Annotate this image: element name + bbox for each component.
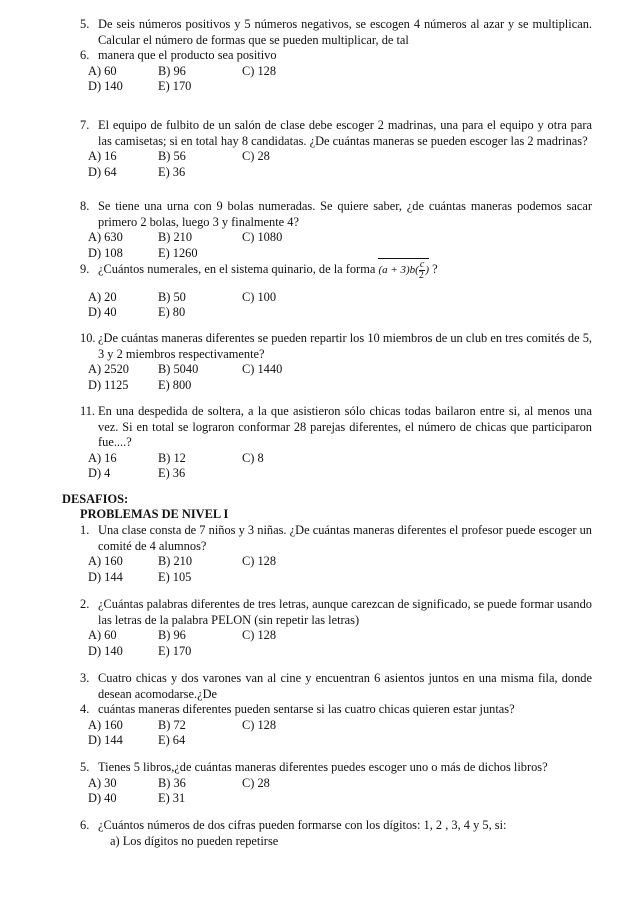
question-number: 4. xyxy=(80,702,90,716)
problem-1 xyxy=(80,523,592,585)
question-number: 7. xyxy=(80,118,90,132)
problem-2 xyxy=(80,597,592,659)
section-heading-desafios: DESAFIOS: xyxy=(62,492,129,506)
option-e: E) 170 xyxy=(158,643,192,658)
question-number: 11. xyxy=(80,404,96,418)
question-9 xyxy=(80,258,592,321)
answer-options xyxy=(88,149,592,180)
option-c: C) 28 xyxy=(242,775,270,790)
question-7 xyxy=(80,118,592,180)
question-6 xyxy=(80,48,592,95)
option-a: A) 2520 xyxy=(88,362,129,376)
answer-options xyxy=(88,718,592,749)
option-e: E) 800 xyxy=(158,377,192,392)
option-c: C) 8 xyxy=(242,450,264,465)
option-d: D) 40 xyxy=(88,305,117,320)
question-text: ¿Cuántas palabras diferentes de tres letras, aunque carezcan de significado, se puede formar usando las letras de la palabra PELON (sin repetir las letras) xyxy=(98,597,592,627)
question-number: 2. xyxy=(80,597,90,611)
section-heading-nivel: PROBLEMAS DE NIVEL I xyxy=(80,507,229,521)
numeral-formula xyxy=(378,258,429,281)
question-number: 9. xyxy=(80,262,90,276)
option-b: B) 5040 xyxy=(158,362,199,376)
option-a: A) 60 xyxy=(88,628,117,642)
option-b: B) 56 xyxy=(158,149,186,163)
option-d: D) 144 xyxy=(88,569,123,584)
option-c: C) 100 xyxy=(242,289,277,304)
option-c: C) 128 xyxy=(242,63,277,78)
option-a: A) 16 xyxy=(88,149,117,163)
question-8 xyxy=(80,199,592,261)
option-a: A) 630 xyxy=(88,230,123,244)
option-e: E) 105 xyxy=(158,569,192,584)
option-a: A) 16 xyxy=(88,450,117,465)
option-c: C) 28 xyxy=(242,149,270,163)
question-10 xyxy=(80,331,592,393)
option-a: A) 20 xyxy=(88,289,117,304)
answer-options xyxy=(88,230,592,261)
formula-right: ) xyxy=(425,264,429,276)
option-b: B) 12 xyxy=(158,450,186,465)
question-5 xyxy=(80,17,592,48)
option-a: A) 60 xyxy=(88,63,117,78)
question-number: 5. xyxy=(80,17,90,31)
option-b: B) 50 xyxy=(158,289,186,304)
question-text: En una despedida de soltera, a la que asistieron sólo chicas todas bailaron entre si, al menos una vez. Si en total se lograron conformar 28 parejas diferentes, el número de chicas que participaron fue....? xyxy=(98,404,592,449)
answer-options xyxy=(88,64,592,95)
question-text: Una clase consta de 7 niños y 3 niñas. ¿De cuántas maneras diferentes el profesor puede escoger un comité de 4 alumnos? xyxy=(98,523,592,553)
sub-item-a: a) Los dígitos no pueden repetirse xyxy=(110,833,279,848)
option-e: E) 36 xyxy=(158,164,186,179)
question-number: 6. xyxy=(80,48,90,62)
option-e: E) 36 xyxy=(158,466,186,480)
option-a: A) 160 xyxy=(88,554,123,568)
question-text: El equipo de fulbito de un salón de clase debe escoger 2 madrinas, una para el equipo y otra para las camisetas; si en total hay 8 candidatas. ¿De cuántas maneras se pueden escoger las 2 madrinas? xyxy=(98,118,592,148)
question-text: ¿Cuántos números de dos cifras pueden formarse con los dígitos: 1, 2 , 3, 4 y 5, si: xyxy=(98,818,507,832)
answer-options xyxy=(88,362,592,393)
option-b: B) 72 xyxy=(158,717,186,732)
option-d: D) 140 xyxy=(88,643,123,658)
option-a: A) 160 xyxy=(88,717,123,732)
option-d: D) 40 xyxy=(88,791,117,805)
question-text xyxy=(98,258,592,281)
question-number: 1. xyxy=(80,523,90,537)
question-text: Cuatro chicas y dos varones van al cine y encuentran 6 asientos juntos en una misma fila, donde desean acomodarse.¿De xyxy=(98,671,592,701)
question-text: Se tiene una urna con 9 bolas numeradas. Se quiere saber, ¿de cuántas maneras podemos sacar primero 2 bolas, luego 3 y finalmente 4? xyxy=(98,199,592,229)
option-b: B) 210 xyxy=(158,554,193,568)
question-text: Tienes 5 libros,¿de cuántas maneras diferentes puedes escoger uno o más de dichos libros? xyxy=(98,760,548,774)
option-e: E) 170 xyxy=(158,79,192,93)
option-d: D) 108 xyxy=(88,245,123,260)
question-number: 10. xyxy=(80,331,96,345)
problem-3 xyxy=(80,671,592,702)
answer-options xyxy=(88,776,592,807)
question-number: 3. xyxy=(80,671,90,685)
option-d: D) 4 xyxy=(88,466,111,480)
question-text-lead: ¿Cuántos numerales, en el sistema quinario, de la forma xyxy=(98,262,376,276)
option-d: D) 140 xyxy=(88,79,123,93)
option-c: C) 128 xyxy=(242,554,277,568)
question-number: 6. xyxy=(80,818,90,832)
answer-options xyxy=(88,628,592,659)
question-number: 8. xyxy=(80,199,90,213)
option-c: C) 1080 xyxy=(242,230,283,244)
option-e: E) 80 xyxy=(158,305,186,320)
option-e: E) 31 xyxy=(158,791,186,805)
problem-6 xyxy=(80,818,592,849)
question-number: 5. xyxy=(80,760,90,774)
option-b: B) 36 xyxy=(158,775,186,790)
problem-4 xyxy=(80,702,592,749)
fraction-numerator: c xyxy=(419,258,425,270)
option-d: D) 64 xyxy=(88,164,117,179)
option-d: D) 1125 xyxy=(88,377,129,392)
question-text: manera que el producto sea positivo xyxy=(98,48,277,62)
question-text: De seis números positivos y 5 números negativos, se escogen 4 números al azar y se multiplican. Calcular el número de formas que se pueden multiplicar, de tal xyxy=(98,17,592,47)
question-11 xyxy=(80,404,592,482)
option-c: C) 128 xyxy=(242,717,277,732)
question-mark: ? xyxy=(432,262,438,276)
formula-left: (a + 3)b( xyxy=(378,264,419,276)
question-text: cuántas maneras diferentes pueden sentarse si las cuatro chicas quieren estar juntas? xyxy=(98,702,515,716)
problem-5 xyxy=(80,760,592,807)
option-d: D) 144 xyxy=(88,733,123,747)
option-b: B) 96 xyxy=(158,628,186,642)
option-b: B) 96 xyxy=(158,63,186,78)
answer-options xyxy=(88,290,592,321)
option-e: E) 1260 xyxy=(158,245,198,260)
answer-options xyxy=(88,554,592,585)
option-e: E) 64 xyxy=(158,733,186,747)
option-a: A) 30 xyxy=(88,775,117,790)
answer-options xyxy=(88,451,592,482)
option-c: C) 128 xyxy=(242,628,277,642)
question-text: ¿De cuántas maneras diferentes se pueden repartir los 10 miembros de un club en tres comités de 5, 3 y 2 miembros respectivamente? xyxy=(98,331,592,361)
option-b: B) 210 xyxy=(158,230,193,244)
option-c: C) 1440 xyxy=(242,362,283,376)
fraction-denominator: 2 xyxy=(418,269,424,281)
